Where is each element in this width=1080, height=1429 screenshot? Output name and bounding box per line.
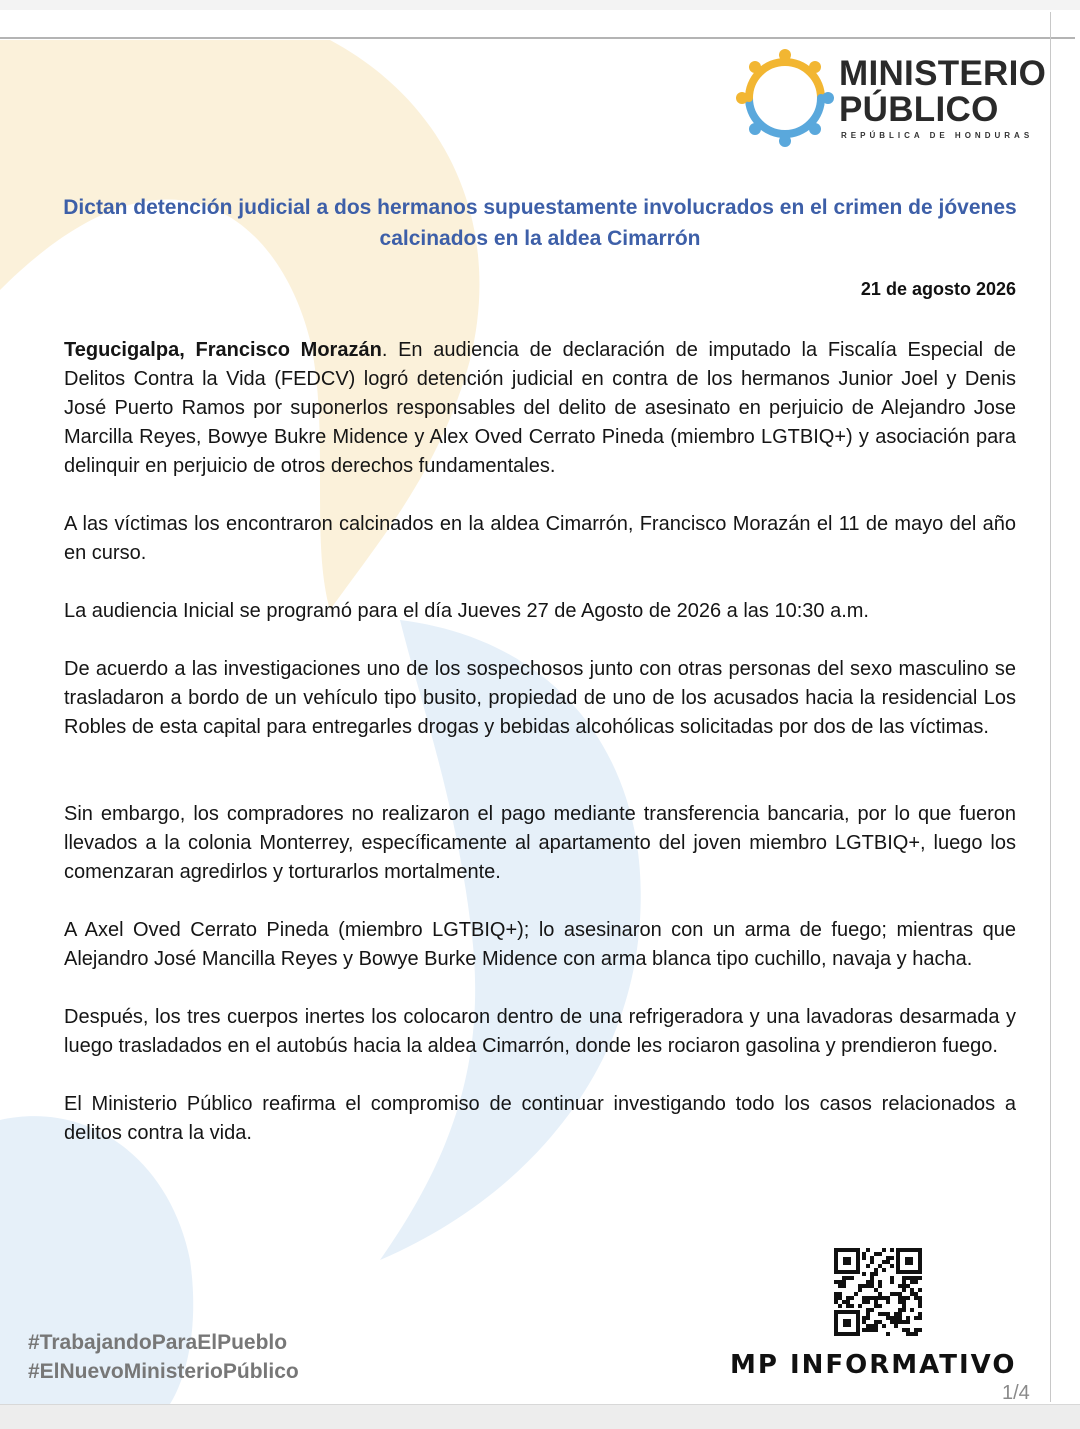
paragraph-6: A Axel Oved Cerrato Pineda (miembro LGTBIQ+); lo asesinaron con un arma de fuego; mientras que Alejandro José Mancilla Reyes y Bowye Burke Midence con arma blanca tipo cuchillo, navaja y hacha. — [64, 919, 1016, 970]
paragraph-5: Sin embargo, los compradores no realizaron el pago mediante transferencia bancaria, por lo que fueron llevados a la colonia Monterrey, específicamente al apartamento del joven miembro LGTBIQ+, luego los comenzaran agredirlos y torturarlos mortalmente. — [64, 803, 1016, 883]
paragraph-1-text: . En audiencia de declaración de imputado la Fiscalía Especial de Delitos Contra la Vida (FEDCV) logró detención judicial en contra de los hermanos Junior Joel y Denis José Puerto Ramos por suponerlos responsables del delito de asesinato en perjuicio de Alejandro Jose Marcilla Reyes, Bowye Bukre Midence y Alex Oved Cerrato Pineda (miembro LGTBIQ+) y asociación para delinquir en perjuicio de otros derechos fundamentales. — [64, 339, 1017, 477]
paragraph-8: El Ministerio Público reafirma el compromiso de continuar investigando todo los casos relacionados a delitos contra la vida. — [64, 1093, 1016, 1144]
paragraph-3: La audiencia Inicial se programó para el día Jueves 27 de Agosto de 2026 a las 10:30 a.m. — [64, 600, 869, 622]
ministerio-publico-logo — [735, 48, 1047, 148]
paragraph-7: Después, los tres cuerpos inertes los colocaron dentro de una refrigeradora y una lavadoras desarmada y luego trasladados en el autobús hacia la aldea Cimarrón, donde les rociaron gasolina y prendieron fuego. — [64, 1006, 1016, 1057]
hashtags — [28, 1328, 299, 1386]
page-indicator: 1/4 — [1002, 1382, 1030, 1404]
qr-code-icon — [834, 1248, 922, 1336]
logo-subtitle: REPÚBLICA DE HONDURAS — [841, 131, 1034, 140]
paragraph-4: De acuerdo a las investigaciones uno de los sospechosos junto con otras personas del sexo masculino se trasladaron a bordo de un vehículo tipo busito, propiedad de uno de los acusados hacia la residencial Los Robles de esta capital para entregarles drogas y bebidas alcohólicas solicitadas por dos de las víctimas. — [64, 658, 1016, 738]
paragraph-2: A las víctimas los encontraron calcinados en la aldea Cimarrón, Francisco Morazán el 11 de mayo del año en curso. — [64, 513, 1016, 564]
hashtag-nuevo-ministerio: #ElNuevoMinisterioPúblico — [28, 1360, 299, 1383]
press-release-body — [64, 336, 1016, 1177]
people-circle-logo-icon — [735, 48, 835, 148]
logo-title-line2: PÚBLICO — [839, 90, 999, 129]
mp-informativo-brand: MP INFORMATIVO — [730, 1350, 1017, 1380]
dateline: Tegucigalpa, Francisco Morazán — [64, 339, 382, 361]
hashtag-trabajando: #TrabajandoParaElPueblo — [28, 1331, 288, 1354]
press-release-date: 21 de agosto 2026 — [860, 279, 1016, 299]
paragraph-1 — [64, 336, 1016, 481]
press-release-headline: Dictan detención judicial a dos hermanos supuestamente involucrados en el crimen de jóvenes calcinados en la aldea Cimarrón — [63, 196, 1017, 250]
logo-title — [839, 56, 1046, 128]
viewer-bottom-bar — [0, 1404, 1080, 1429]
logo-title-line1: MINISTERIO — [839, 54, 1047, 93]
